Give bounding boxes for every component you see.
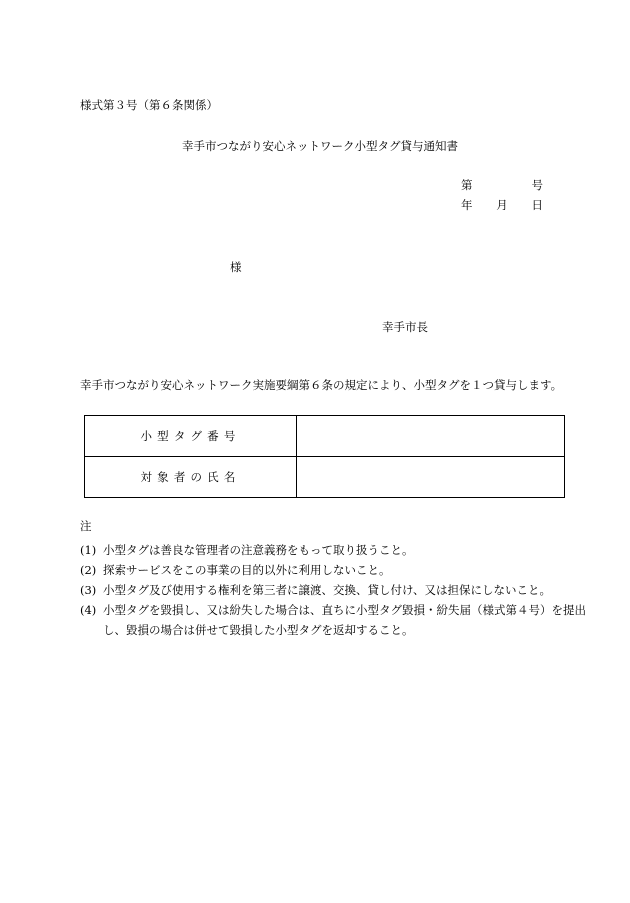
subject-name-label: 対象者の氏名 <box>85 457 297 498</box>
subject-name-value <box>297 457 565 498</box>
tag-number-label: 小型タグ番号 <box>85 416 297 457</box>
note-text: 小型タグを毀損し、又は紛失した場合は、直ちに小型タグ毀損・紛失届（様式第４号）を提出し、毀損の場合は併せて毀損した小型タグを返却すること。 <box>103 603 586 637</box>
notes-heading: 注 <box>80 519 92 533</box>
notice-body: 幸手市つながり安心ネットワーク実施要綱第６条の規定により、小型タグを１つ貸与します。 <box>80 378 563 392</box>
note-marker: (4) <box>80 603 97 617</box>
document-title: 幸手市つながり安心ネットワーク小型タグ貸与通知書 <box>182 139 458 153</box>
tag-info-table <box>84 415 565 498</box>
addressee-honorific: 様 <box>230 260 242 274</box>
date-day: 日 <box>531 198 543 212</box>
note-item <box>80 560 590 580</box>
number-suffix: 号 <box>531 178 543 192</box>
date-month: 月 <box>496 198 508 212</box>
form-id: 様式第３号（第６条関係） <box>80 98 218 112</box>
date-line <box>461 197 543 213</box>
note-marker: (3) <box>80 583 97 597</box>
note-marker: (1) <box>80 543 97 557</box>
table-row <box>85 457 565 498</box>
number-prefix: 第 <box>461 178 473 192</box>
document-number-line <box>461 177 543 193</box>
note-text: 小型タグは善良な管理者の注意義務をもって取り扱うこと。 <box>103 543 414 557</box>
note-item <box>80 540 590 560</box>
issuer-name: 幸手市長 <box>382 320 428 334</box>
tag-number-value <box>297 416 565 457</box>
note-marker: (2) <box>80 563 97 577</box>
table-row <box>85 416 565 457</box>
date-year: 年 <box>461 198 473 212</box>
note-item <box>80 580 590 600</box>
note-item <box>80 600 590 640</box>
note-text: 探索サービスをこの事業の目的以外に利用しないこと。 <box>103 563 391 577</box>
note-text: 小型タグ及び使用する権利を第三者に譲渡、交換、貸し付け、又は担保にしないこと。 <box>103 583 552 597</box>
notes-list <box>80 540 590 640</box>
